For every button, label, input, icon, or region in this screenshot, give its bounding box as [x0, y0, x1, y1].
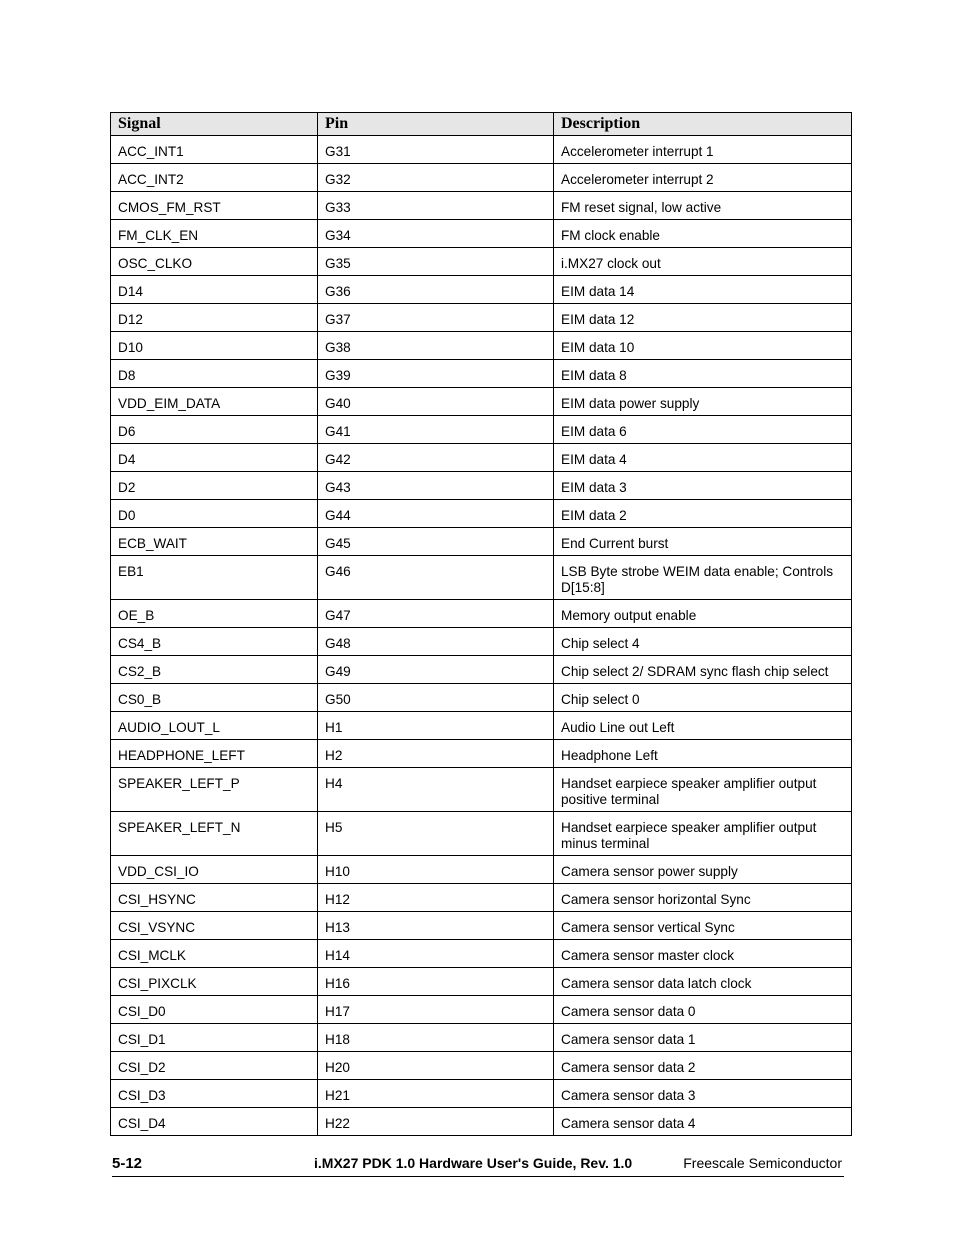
cell-pin: H16	[318, 968, 554, 996]
cell-pin: G31	[318, 136, 554, 164]
table-row	[111, 248, 852, 276]
cell-pin: G42	[318, 444, 554, 472]
cell-signal: D12	[111, 304, 318, 332]
table-row	[111, 1080, 852, 1108]
table-row	[111, 812, 852, 856]
cell-description: Accelerometer interrupt 1	[554, 136, 852, 164]
cell-signal: D0	[111, 500, 318, 528]
cell-description: EIM data 6	[554, 416, 852, 444]
table-row	[111, 996, 852, 1024]
table-row	[111, 528, 852, 556]
cell-description: Audio Line out Left	[554, 712, 852, 740]
signal-pin-table	[110, 112, 852, 1136]
cell-pin: G37	[318, 304, 554, 332]
cell-description: Accelerometer interrupt 2	[554, 164, 852, 192]
cell-signal: VDD_EIM_DATA	[111, 388, 318, 416]
table-row	[111, 768, 852, 812]
cell-signal: ACC_INT2	[111, 164, 318, 192]
table-row	[111, 360, 852, 388]
cell-signal: OSC_CLKO	[111, 248, 318, 276]
cell-signal: D6	[111, 416, 318, 444]
cell-signal: CS4_B	[111, 628, 318, 656]
table-row	[111, 600, 852, 628]
cell-pin: G47	[318, 600, 554, 628]
table-row	[111, 220, 852, 248]
table-row	[111, 416, 852, 444]
cell-description: Camera sensor vertical Sync	[554, 912, 852, 940]
cell-description: Camera sensor data latch clock	[554, 968, 852, 996]
cell-description: FM clock enable	[554, 220, 852, 248]
cell-signal: CSI_D2	[111, 1052, 318, 1080]
cell-signal: D8	[111, 360, 318, 388]
document-title: i.MX27 PDK 1.0 Hardware User's Guide, Rev. 1.0	[314, 1155, 633, 1171]
cell-pin: H13	[318, 912, 554, 940]
cell-pin: H21	[318, 1080, 554, 1108]
cell-signal: CS0_B	[111, 684, 318, 712]
cell-description: Chip select 2/ SDRAM sync flash chip select	[554, 656, 852, 684]
cell-pin: G40	[318, 388, 554, 416]
cell-pin: G44	[318, 500, 554, 528]
table-row	[111, 444, 852, 472]
table-row	[111, 628, 852, 656]
cell-pin: H10	[318, 856, 554, 884]
cell-signal: CSI_D0	[111, 996, 318, 1024]
header-description: Description	[554, 113, 852, 136]
cell-pin: H18	[318, 1024, 554, 1052]
page-footer	[112, 1154, 844, 1177]
cell-description: Camera sensor data 0	[554, 996, 852, 1024]
header-signal: Signal	[111, 113, 318, 136]
cell-signal: SPEAKER_LEFT_N	[111, 812, 318, 856]
table-row	[111, 740, 852, 768]
cell-signal: VDD_CSI_IO	[111, 856, 318, 884]
cell-signal: CS2_B	[111, 656, 318, 684]
table-row	[111, 500, 852, 528]
cell-signal: ECB_WAIT	[111, 528, 318, 556]
cell-pin: G32	[318, 164, 554, 192]
cell-pin: G45	[318, 528, 554, 556]
table-row	[111, 472, 852, 500]
cell-pin: H22	[318, 1108, 554, 1136]
cell-signal: CSI_D4	[111, 1108, 318, 1136]
cell-description: Camera sensor data 3	[554, 1080, 852, 1108]
cell-description: Headphone Left	[554, 740, 852, 768]
cell-pin: H2	[318, 740, 554, 768]
cell-description: Camera sensor data 2	[554, 1052, 852, 1080]
cell-signal: D14	[111, 276, 318, 304]
table-row	[111, 1024, 852, 1052]
table-header-row	[111, 113, 852, 136]
cell-signal: EB1	[111, 556, 318, 600]
cell-signal: AUDIO_LOUT_L	[111, 712, 318, 740]
cell-pin: H5	[318, 812, 554, 856]
cell-description: Chip select 0	[554, 684, 852, 712]
cell-pin: G49	[318, 656, 554, 684]
cell-description: Camera sensor data 4	[554, 1108, 852, 1136]
table-row	[111, 884, 852, 912]
page-number: 5-12	[112, 1155, 143, 1172]
cell-signal: SPEAKER_LEFT_P	[111, 768, 318, 812]
header-pin: Pin	[318, 113, 554, 136]
table-row	[111, 684, 852, 712]
table-row	[111, 304, 852, 332]
cell-description: EIM data 12	[554, 304, 852, 332]
table-row	[111, 332, 852, 360]
cell-description: FM reset signal, low active	[554, 192, 852, 220]
cell-pin: G48	[318, 628, 554, 656]
cell-description: Chip select 4	[554, 628, 852, 656]
cell-description: Handset earpiece speaker amplifier output minus terminal	[554, 812, 852, 856]
cell-pin: G50	[318, 684, 554, 712]
cell-pin: G41	[318, 416, 554, 444]
cell-signal: CSI_HSYNC	[111, 884, 318, 912]
cell-signal: CSI_VSYNC	[111, 912, 318, 940]
cell-description: EIM data 10	[554, 332, 852, 360]
cell-description: EIM data power supply	[554, 388, 852, 416]
cell-description: Camera sensor power supply	[554, 856, 852, 884]
cell-signal: D4	[111, 444, 318, 472]
table-row	[111, 1108, 852, 1136]
table-body	[111, 136, 852, 1136]
cell-description: Handset earpiece speaker amplifier output positive terminal	[554, 768, 852, 812]
cell-signal: D10	[111, 332, 318, 360]
cell-pin: G33	[318, 192, 554, 220]
cell-description: i.MX27 clock out	[554, 248, 852, 276]
table-row	[111, 656, 852, 684]
cell-pin: G35	[318, 248, 554, 276]
cell-signal: ACC_INT1	[111, 136, 318, 164]
cell-signal: CSI_PIXCLK	[111, 968, 318, 996]
table-row	[111, 1052, 852, 1080]
table-row	[111, 940, 852, 968]
cell-description: Memory output enable	[554, 600, 852, 628]
cell-pin: G38	[318, 332, 554, 360]
cell-pin: H14	[318, 940, 554, 968]
cell-pin: H12	[318, 884, 554, 912]
table-row	[111, 556, 852, 600]
cell-description: EIM data 8	[554, 360, 852, 388]
cell-description: LSB Byte strobe WEIM data enable; Controls D[15:8]	[554, 556, 852, 600]
table-row	[111, 164, 852, 192]
cell-pin: G46	[318, 556, 554, 600]
cell-signal: HEADPHONE_LEFT	[111, 740, 318, 768]
table-row	[111, 912, 852, 940]
cell-description: EIM data 14	[554, 276, 852, 304]
table-row	[111, 192, 852, 220]
cell-pin: G34	[318, 220, 554, 248]
cell-description: EIM data 3	[554, 472, 852, 500]
cell-signal: CMOS_FM_RST	[111, 192, 318, 220]
cell-pin: G43	[318, 472, 554, 500]
table-row	[111, 968, 852, 996]
table-row	[111, 136, 852, 164]
cell-description: Camera sensor master clock	[554, 940, 852, 968]
cell-pin: H4	[318, 768, 554, 812]
cell-pin: H20	[318, 1052, 554, 1080]
cell-description: EIM data 2	[554, 500, 852, 528]
cell-signal: CSI_D3	[111, 1080, 318, 1108]
cell-description: Camera sensor horizontal Sync	[554, 884, 852, 912]
cell-pin: H17	[318, 996, 554, 1024]
table-row	[111, 388, 852, 416]
cell-signal: CSI_MCLK	[111, 940, 318, 968]
table-row	[111, 276, 852, 304]
company-name: Freescale Semiconductor	[683, 1155, 842, 1171]
cell-pin: H1	[318, 712, 554, 740]
table-row	[111, 712, 852, 740]
cell-pin: G36	[318, 276, 554, 304]
cell-signal: FM_CLK_EN	[111, 220, 318, 248]
cell-signal: D2	[111, 472, 318, 500]
cell-description: EIM data 4	[554, 444, 852, 472]
cell-description: Camera sensor data 1	[554, 1024, 852, 1052]
cell-signal: OE_B	[111, 600, 318, 628]
cell-signal: CSI_D1	[111, 1024, 318, 1052]
cell-pin: G39	[318, 360, 554, 388]
cell-description: End Current burst	[554, 528, 852, 556]
table-row	[111, 856, 852, 884]
